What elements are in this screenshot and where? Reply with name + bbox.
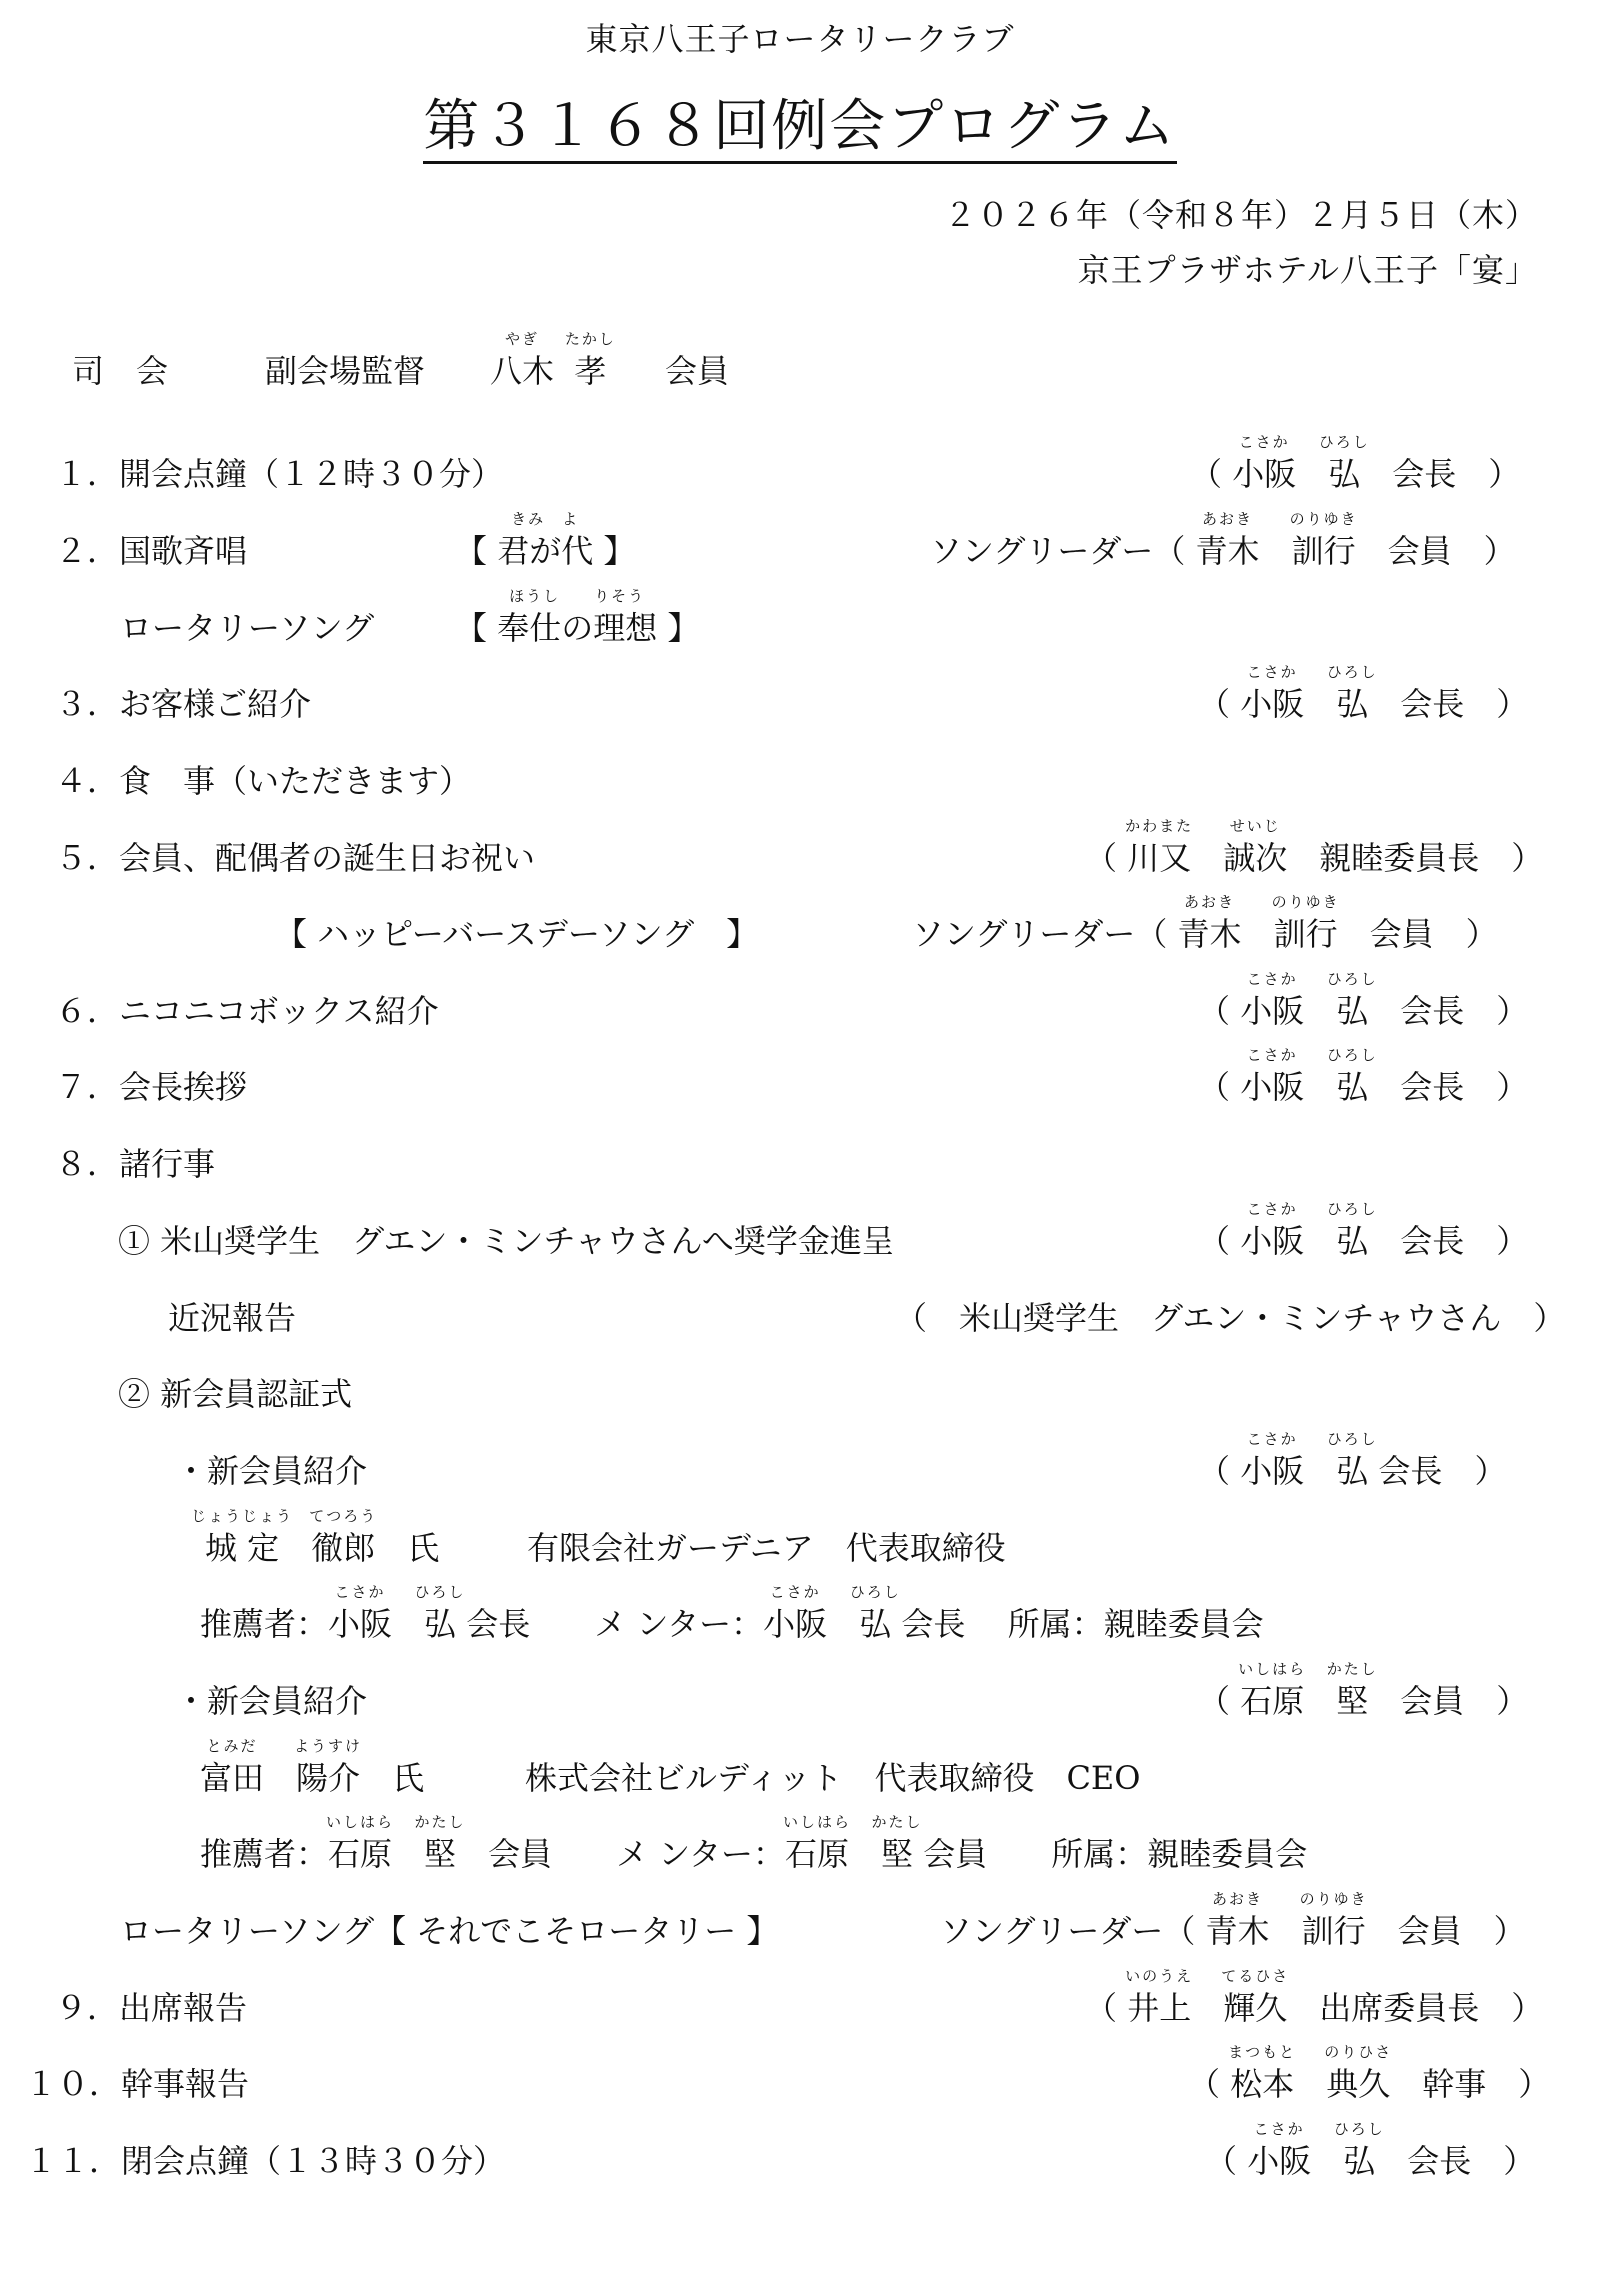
item-3: ３．お客様ご紹介 xyxy=(55,685,312,723)
item-3-presenter: （ こさか 小阪 ひろし 弘 会長 ） xyxy=(1198,663,1529,723)
new-member-1-name: じょうじょう 城 定 てつろう 徹郎 氏 xyxy=(191,1507,440,1567)
song-leader-1: ソングリーダー（ あおき 青木 のりゆき 訓行 会員 ） xyxy=(930,510,1516,570)
national-anthem: 【 きみ よ 君が代 】 xyxy=(455,510,636,570)
item-11: １１．閉会点鐘（１３時３０分） xyxy=(25,2142,506,2180)
new-member-intro-1-presenter: （ こさか 小阪 ひろし 弘 会長 ） xyxy=(1198,1430,1507,1490)
item-9-presenter: （ いのうえ 井上 てるひさ 輝久 出席委員長 ） xyxy=(1085,1967,1544,2027)
song-leader-2: ソングリーダー（ あおき 青木 のりゆき 訓行 会員 ） xyxy=(912,893,1498,953)
new-member-1-company: 有限会社ガーデニア 代表取締役 xyxy=(527,1529,1006,1567)
rotary-song: 【 ほうし りそう 奉仕の理想 】 xyxy=(455,587,700,647)
rotary-song-label: ロータリーソング xyxy=(120,609,375,647)
item-8-1-report-presenter: （ 米山奨学生 グエン・ミンチャウさん ） xyxy=(895,1299,1566,1337)
item-7: ７．会長挨拶 xyxy=(55,1068,248,1106)
mc-name: やぎ 八木 たかし 孝 xyxy=(490,330,616,390)
item-1-presenter: （ こさか 小阪 ひろし 弘 会長 ） xyxy=(1190,433,1521,493)
new-member-intro-2-presenter: （ いしはら 石原 かたし 堅 会員 ） xyxy=(1198,1660,1529,1720)
page-title xyxy=(0,82,1600,162)
new-member-1-sponsors: 推薦者： こさか 小阪 ひろし 弘 会長 メ ンター： こさか 小阪 ひろし 弘 会長 所属：親睦委員会 xyxy=(200,1583,1264,1643)
item-7-presenter: （ こさか 小阪 ひろし 弘 会長 ） xyxy=(1198,1046,1529,1106)
item-2: ２．国歌斉唱 xyxy=(55,532,248,570)
item-10-presenter: （ まつもと 松本 のりひさ 典久 幹事 ） xyxy=(1188,2043,1551,2103)
item-8-1: ① 米山奨学生 グエン・ミンチャウさんへ奨学金進呈 xyxy=(118,1222,894,1260)
item-4: ４．食 事（いただきます） xyxy=(55,762,472,800)
item-6: ６．ニコニコボックス紹介 xyxy=(55,992,439,1030)
item-8-1-presenter: （ こさか 小阪 ひろし 弘 会長 ） xyxy=(1198,1200,1529,1260)
new-member-intro-2: ・新会員紹介 xyxy=(175,1682,368,1720)
meeting-venue: 京王プラザホテル八王子「宴」 xyxy=(1077,251,1538,289)
club-name: 東京八王子ロータリークラブ xyxy=(585,20,1015,58)
song-leader-3: ソングリーダー（ あおき 青木 のりゆき 訓行 会員 ） xyxy=(940,1890,1526,1950)
item-11-presenter: （ こさか 小阪 ひろし 弘 会長 ） xyxy=(1205,2120,1536,2180)
new-member-intro-1: ・新会員紹介 xyxy=(175,1452,368,1490)
mc-label: 司 会 xyxy=(72,352,169,390)
closing-rotary-song: ロータリーソング【 それでこそロータリー 】 xyxy=(120,1912,779,1950)
item-8: ８．諸行事 xyxy=(55,1145,216,1183)
item-10: １０．幹事報告 xyxy=(25,2065,250,2103)
item-5-presenter: （ かわまた 川又 せいじ 誠次 親睦委員長 ） xyxy=(1085,817,1544,877)
mc-role: 副会場監督 xyxy=(265,352,426,390)
mc-suffix: 会員 xyxy=(665,352,730,390)
item-6-presenter: （ こさか 小阪 ひろし 弘 会長 ） xyxy=(1198,970,1529,1030)
item-5: ５．会員、配偶者の誕生日お祝い xyxy=(55,839,536,877)
birthday-song: 【 ハッピーバースデーソング 】 xyxy=(275,915,759,953)
new-member-2-name: とみだ 富田 ようすけ 陽介 氏 xyxy=(200,1737,425,1797)
item-8-1-report: 近況報告 xyxy=(168,1299,297,1337)
meeting-date: ２０２６年（令和８年）２月５日（木） xyxy=(943,196,1538,234)
item-8-2: ② 新会員認証式 xyxy=(118,1375,353,1413)
new-member-2-sponsors: 推薦者： いしはら 石原 かたし 堅 会員 メ ンター： いしはら 石原 かたし 堅 会員 所属：親睦委員会 xyxy=(200,1813,1308,1873)
item-1: １．開会点鐘（１２時３０分） xyxy=(55,455,504,493)
page-title-text: 第３１６８回例会プログラム xyxy=(423,94,1176,164)
item-9: ９．出席報告 xyxy=(55,1989,248,2027)
new-member-2-company: 株式会社ビルディット 代表取締役 CEO xyxy=(525,1759,1141,1797)
